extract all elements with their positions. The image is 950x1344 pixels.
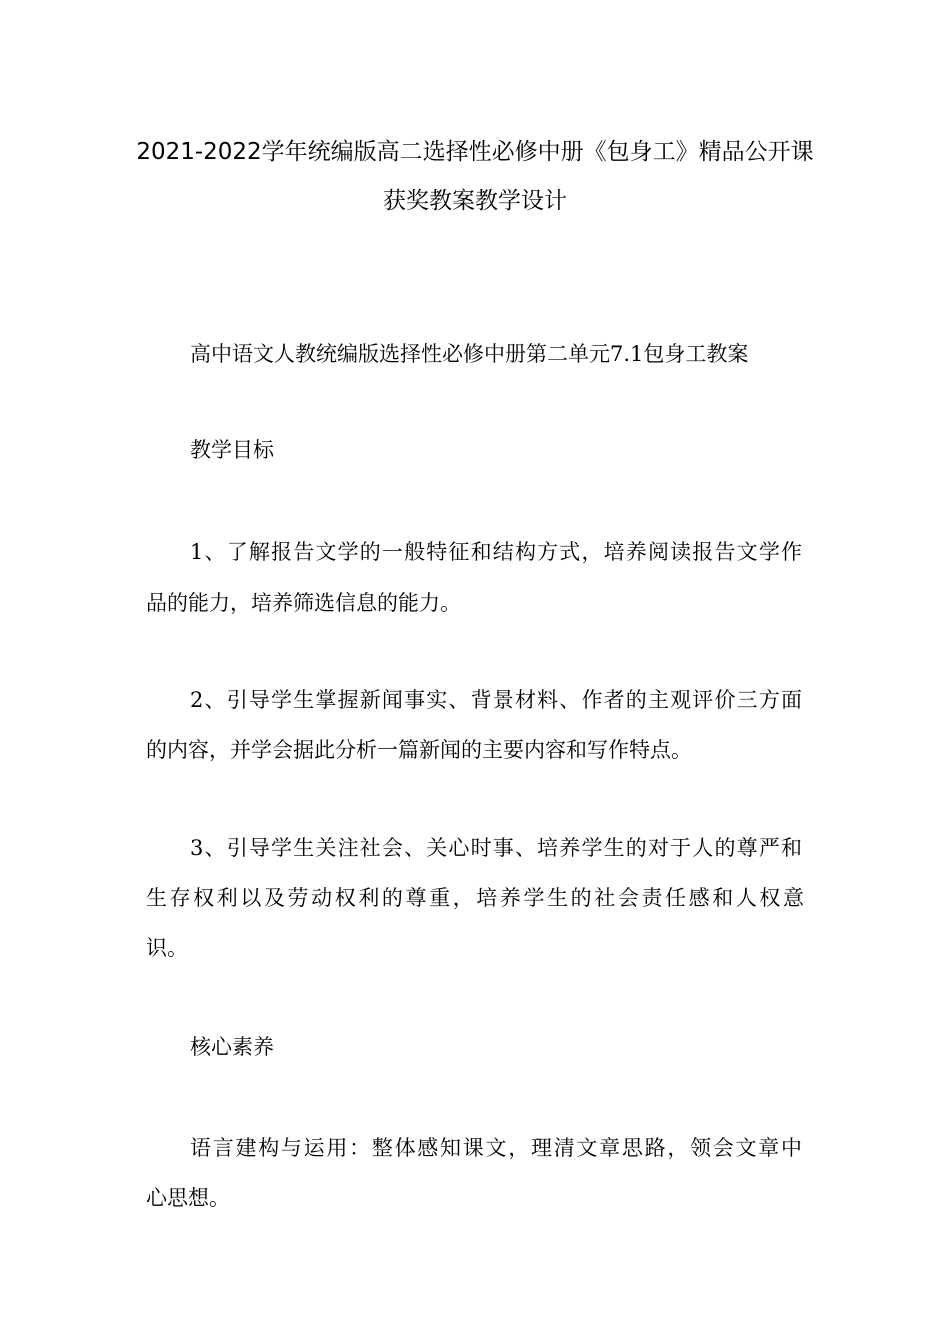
document-subtitle: 高中语文人教统编版选择性必修中册第二单元7.1包身工教案 xyxy=(190,342,749,366)
section-heading-literacy: 核心素养 xyxy=(190,1035,274,1059)
literacy-1-line-2: 心思想。 xyxy=(146,1186,230,1210)
objective-3-line-3: 识。 xyxy=(146,936,188,960)
literacy-1-line-1: 语言建构与运用：整体感知课文，理清文章思路，领会文章中 xyxy=(190,1136,802,1160)
objective-3-line-2: 生存权利以及劳动权利的尊重，培养学生的社会责任感和人权意 xyxy=(146,886,804,910)
objective-2-line-1: 2、引导学生掌握新闻事实、背景材料、作者的主观评价三方面 xyxy=(190,688,802,712)
document-title-line-2: 获奖教案教学设计 xyxy=(383,188,567,214)
document-title-line-1: 2021-2022学年统编版高二选择性必修中册《包身工》精品公开课 xyxy=(136,139,814,165)
objective-1-line-2: 品的能力，培养筛选信息的能力。 xyxy=(146,591,461,615)
objective-3-line-1: 3、引导学生关注社会、关心时事、培养学生的对于人的尊严和 xyxy=(190,836,802,860)
objective-2-line-2: 的内容，并学会据此分析一篇新闻的主要内容和写作特点。 xyxy=(146,738,692,762)
objective-1-line-1: 1、了解报告文学的一般特征和结构方式，培养阅读报告文学作 xyxy=(190,540,802,564)
section-heading-objectives: 教学目标 xyxy=(190,438,274,462)
